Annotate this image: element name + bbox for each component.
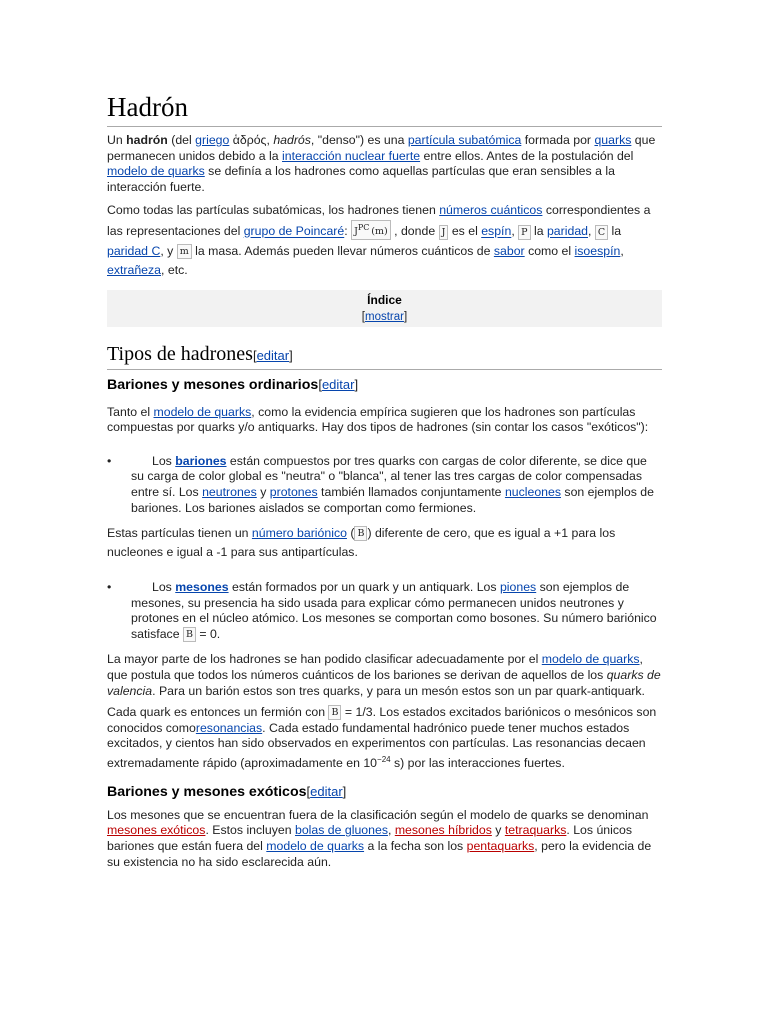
formula-jpc bbox=[351, 220, 391, 239]
list-item-bariones bbox=[107, 454, 662, 516]
text: Tanto el bbox=[107, 404, 154, 419]
link-quarks[interactable]: quarks bbox=[594, 133, 632, 147]
intro-paragraph-2 bbox=[107, 201, 662, 279]
text: están formados por un quark y un antiquark. Los bbox=[228, 580, 500, 595]
section-heading-exoticos bbox=[107, 782, 662, 802]
text: la bbox=[530, 224, 547, 239]
text: , bbox=[387, 823, 395, 838]
link-bariones[interactable]: bariones bbox=[175, 453, 227, 468]
text: = 1/3. Los estados excitados bariónicos o mesónicos son conocidos como bbox=[107, 705, 657, 735]
text: s) por las interacciones fuertes. bbox=[390, 756, 565, 771]
text: ἁδρός, bbox=[229, 133, 274, 147]
text: Como todas las partículas subatómicas, los hadrones tienen bbox=[107, 203, 440, 218]
formula-c: C bbox=[595, 225, 608, 240]
link-espin[interactable]: espín bbox=[481, 224, 512, 239]
text: la bbox=[608, 224, 622, 239]
list-item-text bbox=[131, 454, 654, 515]
italic-term: quarks de valencia bbox=[107, 668, 661, 698]
text: . Estos incluyen bbox=[205, 823, 295, 838]
text: . Para un barión estos son tres quarks, y para un mesón estos son un par quark-antiquark. bbox=[152, 683, 645, 698]
bracket: ] bbox=[403, 310, 408, 323]
section-heading-ordinarios bbox=[107, 375, 662, 395]
link-numeros-cuanticos[interactable]: números cuánticos bbox=[439, 203, 543, 218]
bullet: • bbox=[107, 453, 112, 468]
text: a la fecha son los bbox=[364, 838, 467, 853]
link-pentaquarks[interactable]: pentaquarks bbox=[466, 838, 535, 853]
link-interaccion-nuclear-fuerte[interactable]: interacción nuclear fuerte bbox=[282, 148, 421, 163]
link-grupo-de-poincare[interactable]: grupo de Poincaré bbox=[243, 224, 345, 239]
text: y bbox=[491, 823, 505, 838]
link-sabor[interactable]: sabor bbox=[493, 243, 525, 258]
exponent: −24 bbox=[377, 755, 391, 765]
text: = 0. bbox=[195, 626, 221, 641]
formula-symbol: J bbox=[354, 226, 358, 238]
text: (del bbox=[167, 133, 196, 147]
edit-link[interactable]: editar bbox=[256, 347, 290, 363]
link-mesones[interactable]: mesones bbox=[175, 580, 229, 595]
intro-paragraph-1 bbox=[107, 133, 662, 195]
text: , bbox=[620, 243, 624, 258]
toc-toggle bbox=[107, 309, 662, 325]
section-title: Tipos de hadrones bbox=[107, 342, 253, 365]
italic-term: hadrós bbox=[273, 133, 311, 147]
text: están compuestos por tres quarks con cargas de color diferente, se dice que su carga de color global es "neutra" o "blanca", al tener las tres cargas de color compensadas entre sí. Los bbox=[131, 453, 647, 499]
link-mesones-hibridos[interactable]: mesones híbridos bbox=[394, 823, 492, 838]
paragraph bbox=[107, 652, 662, 699]
text: , bbox=[511, 224, 519, 239]
paragraph bbox=[107, 524, 662, 562]
text: que permanecen unidos debido a la bbox=[107, 133, 656, 163]
section-heading-tipos bbox=[107, 341, 662, 370]
text: también llamados conjuntamente bbox=[317, 484, 505, 499]
link-modelo-de-quarks[interactable]: modelo de quarks bbox=[541, 652, 640, 667]
text: Los mesones que se encuentran fuera de la clasificación según el modelo de quarks se denominan bbox=[107, 807, 649, 822]
bracket: [ bbox=[361, 310, 365, 323]
text: ) diferente de cero, que es igual a +1 para los nucleones e igual a -1 para sus antipartículas. bbox=[107, 526, 616, 560]
edit-section bbox=[307, 784, 347, 799]
link-piones[interactable]: piones bbox=[499, 580, 537, 595]
link-tetraquarks[interactable]: tetraquarks bbox=[504, 823, 567, 838]
bullet: • bbox=[107, 580, 112, 595]
text: ( bbox=[346, 526, 355, 541]
page-title: Hadrón bbox=[107, 90, 662, 127]
bracket: ] bbox=[342, 783, 347, 799]
formula-b: B bbox=[328, 705, 341, 720]
text: , "denso") es una bbox=[310, 133, 408, 147]
text: , bbox=[588, 224, 595, 239]
text: Los bbox=[152, 580, 176, 595]
link-isoespin[interactable]: isoespín bbox=[574, 243, 621, 258]
text: , etc. bbox=[161, 262, 188, 277]
bracket: [ bbox=[318, 376, 322, 392]
formula-b: B bbox=[354, 526, 367, 541]
toc-title: Índice bbox=[367, 292, 402, 307]
text: y bbox=[256, 484, 270, 499]
formula-j: J bbox=[439, 225, 449, 240]
formula-symbol: (m) bbox=[371, 226, 388, 238]
formula-superscript: PC bbox=[357, 223, 370, 233]
link-extraneza[interactable]: extrañeza bbox=[107, 262, 162, 277]
formula-p: P bbox=[518, 225, 530, 240]
link-modelo-de-quarks[interactable]: modelo de quarks bbox=[153, 404, 252, 419]
text: Estas partículas tienen un bbox=[107, 526, 252, 541]
text: la masa. Además pueden llevar números cuánticos de bbox=[191, 243, 494, 258]
link-modelo-de-quarks[interactable]: modelo de quarks bbox=[266, 838, 365, 853]
link-paridad-c[interactable]: paridad C bbox=[107, 243, 161, 258]
link-bolas-de-gluones[interactable]: bolas de gluones bbox=[294, 823, 388, 838]
link-particula-subatomica[interactable]: partícula subatómica bbox=[407, 133, 522, 147]
section-title: Bariones y mesones exóticos bbox=[107, 783, 307, 800]
formula-b: B bbox=[183, 627, 196, 642]
paragraph bbox=[107, 405, 662, 436]
text: , donde bbox=[390, 224, 439, 239]
text: . Los únicos bariones que están fuera del bbox=[107, 823, 632, 853]
link-neutrones[interactable]: neutrones bbox=[202, 484, 257, 499]
text: La mayor parte de los hadrones se han podido clasificar adecuadamente por el bbox=[107, 652, 542, 667]
text: , pero la evidencia de su existencia no ha sido esclarecida aún. bbox=[107, 838, 652, 869]
text: , y bbox=[160, 243, 177, 258]
text: son ejemplos de mesones, su presencia ha sido usada para explicar cómo permanecen unidos neutrones y protones en el núcleo atómico. Los mesones se comportan como bosones. Su número bariónico satisface bbox=[131, 580, 657, 641]
list-item-mesones bbox=[107, 580, 662, 642]
text: : bbox=[344, 224, 352, 239]
text: correspondientes a las representaciones del bbox=[107, 203, 651, 239]
edit-link[interactable]: editar bbox=[321, 376, 355, 392]
bracket: [ bbox=[252, 347, 257, 363]
edit-link[interactable]: editar bbox=[310, 783, 343, 799]
text: Un bbox=[107, 133, 127, 147]
link-paridad[interactable]: paridad bbox=[546, 224, 588, 239]
link-resonancias[interactable]: resonancias bbox=[195, 720, 263, 735]
bold-term: hadrón bbox=[126, 133, 168, 147]
text: Cada quark es entonces un fermión con bbox=[107, 705, 329, 720]
paragraph bbox=[107, 705, 662, 771]
formula-m: m bbox=[177, 244, 192, 259]
bracket: [ bbox=[306, 783, 311, 799]
text: formada por bbox=[521, 133, 595, 147]
bracket: ] bbox=[354, 376, 359, 392]
text: , que postula que todos los números cuánticos de los bariones se derivan de aquellos de los bbox=[107, 652, 643, 683]
link-mesones-exoticos[interactable]: mesones exóticos bbox=[107, 823, 206, 838]
paragraph bbox=[107, 808, 662, 870]
table-of-contents bbox=[107, 290, 662, 327]
link-protones[interactable]: protones bbox=[269, 484, 318, 499]
article bbox=[107, 90, 662, 870]
list-item-text bbox=[131, 580, 657, 641]
edit-section bbox=[253, 348, 293, 363]
link-nucleones[interactable]: nucleones bbox=[504, 484, 562, 499]
edit-section bbox=[318, 377, 358, 392]
link-modelo-de-quarks[interactable]: modelo de quarks bbox=[107, 164, 205, 179]
text: Los bbox=[152, 453, 176, 468]
link-griego[interactable]: griego bbox=[195, 133, 230, 147]
text: , como la evidencia empírica sugieren que los hadrones son partículas compuestas por quarks y/o antiquarks. Hay dos tipos de hadrones (sin contar los casos "exóticos"): bbox=[107, 404, 649, 435]
text: es el bbox=[448, 224, 482, 239]
text: entre ellos. Antes de la postulación del bbox=[420, 148, 634, 163]
section-title: Bariones y mesones ordinarios bbox=[107, 376, 319, 393]
bracket: ] bbox=[289, 347, 293, 363]
toc-show-link[interactable]: mostrar bbox=[365, 310, 404, 323]
text: como el bbox=[524, 243, 575, 258]
link-numero-barionico[interactable]: número bariónico bbox=[251, 526, 347, 541]
text: . Cada estado fundamental hadrónico puede tener muchos estados excitados, y cientos han sido observados en experimentos con partículas. Las resonancias decaen extremadamente rápido (aproximadamente en 10 bbox=[107, 720, 646, 771]
text: son ejemplos de bariones. Los bariones aislados se comportan como fermiones. bbox=[131, 484, 654, 515]
text: se definía a los hadrones como aquellas partículas que eran sensibles a la interacción fuerte. bbox=[107, 164, 615, 194]
